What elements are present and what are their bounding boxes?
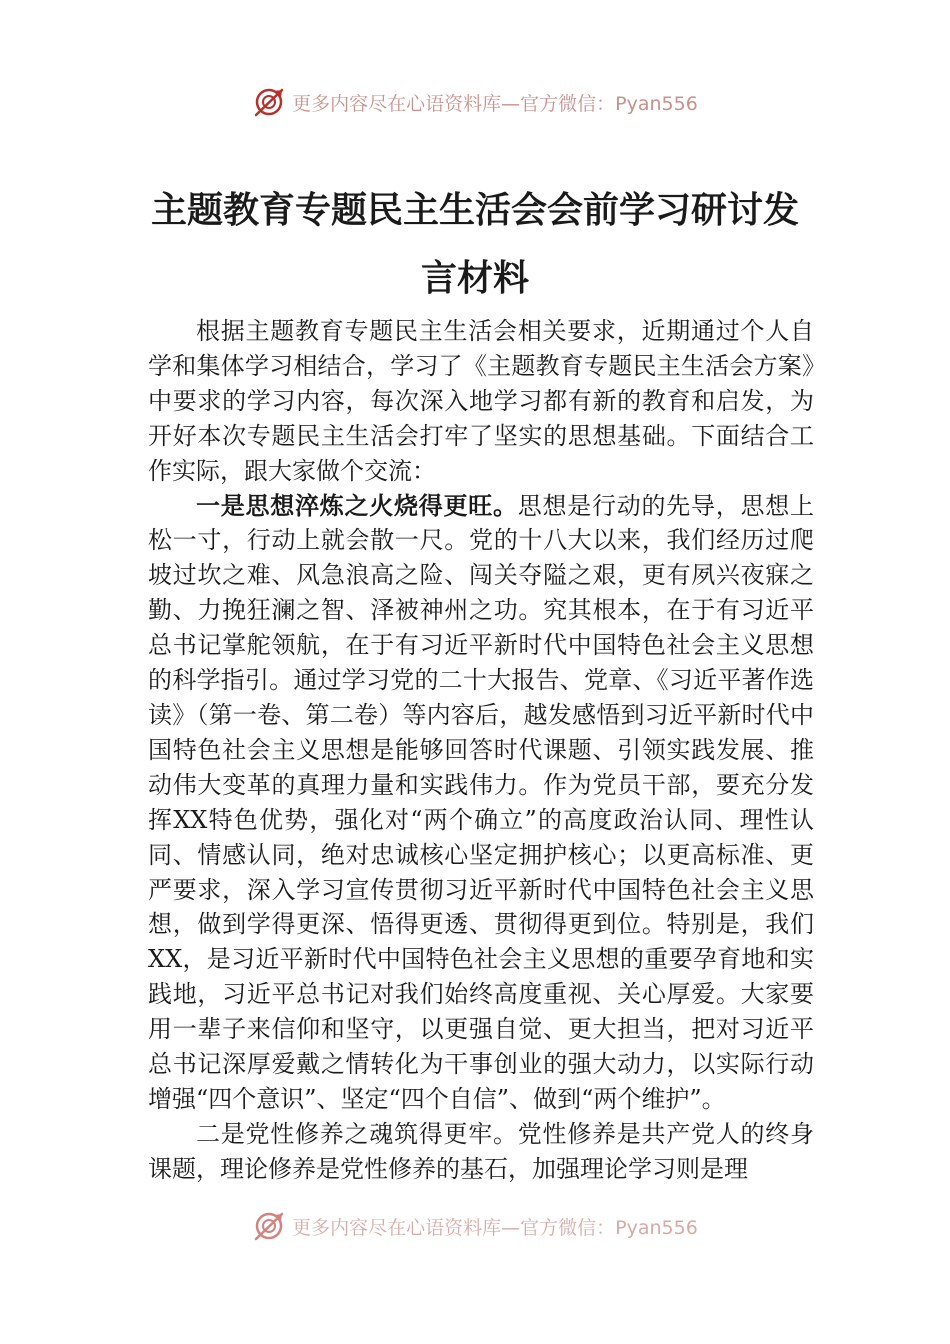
- document-title-line2: 言材料: [420, 257, 529, 299]
- quill-seal-icon: [252, 1209, 286, 1243]
- paragraph-text: 根据主题教育专题民主生活会相关要求，近期通过个人自学和集体学习相结合，学习了《主题教育专题民主生活会方案》中要求的学习内容，每次深入地学习都有新的教育和启发，为开好本次专题民主生活会打牢了坚实的思想基础。下面结合工作实际，跟大家做个交流：: [148, 317, 814, 485]
- paragraph-point-one: [148, 489, 814, 1117]
- watermark-footer: [0, 1206, 950, 1246]
- watermark-header: [0, 82, 950, 122]
- watermark-text: 更多内容尽在心语资料库—官方微信：Pyan556: [292, 1216, 698, 1239]
- document-title-line1: 主题教育专题民主生活会会前学习研讨发: [150, 189, 799, 231]
- paragraph-lead: 一是思想淬炼之火烧得更旺。: [196, 490, 518, 520]
- paragraph-text: 思想是行动的先导，思想上松一寸，行动上就会散一尺。党的十八大以来，我们经历过爬坡过坎之难、风急浪高之险、闯关夺隘之艰，更有夙兴夜寐之勤、力挽狂澜之智、泽被神州之功。究其根本，在于有习近平总书记掌舵领航，在于有习近平新时代中国特色社会主义思想的科学指引。通过学习党的二十大报告、党章、《习近平著作选读》（第一卷、第二卷）等内容后，越发感悟到习近平新时代中国特色社会主义思想是能够回答时代课题、引领实践发展、推动伟大变革的真理力量和实践伟力。作为党员干部，要充分发挥XX特色优势，强化对“两个确立”的高度政治认同、理性认同、情感认同，绝对忠诚核心坚定拥护核心；以更高标准、更严要求，深入学习宣传贯彻习近平新时代中国特色社会主义思想，做到学得更深、悟得更透、贯彻得更到位。特别是，我们XX，是习近平新时代中国特色社会主义思想的重要孕育地和实践地，习近平总书记对我们始终高度重视、关心厚爱。大家要用一辈子来信仰和坚守，以更强自觉、更大担当，把对习近平总书记深厚爱戴之情转化为干事创业的强大动力，以实际行动增强“四个意识”、坚定“四个自信”、做到“两个维护”。: [148, 491, 814, 1113]
- paragraph-text: 二是党性修养之魂筑得更牢。党性修养是共产党人的终身课题，理论修养是党性修养的基石，加强理论学习则是理: [148, 1119, 814, 1183]
- paragraph-point-two: [148, 1117, 814, 1187]
- quill-seal-icon: [252, 85, 286, 119]
- document-body: [148, 314, 814, 1214]
- watermark-text: 更多内容尽在心语资料库—官方微信：Pyan556: [292, 92, 698, 115]
- paragraph-intro: [148, 314, 814, 489]
